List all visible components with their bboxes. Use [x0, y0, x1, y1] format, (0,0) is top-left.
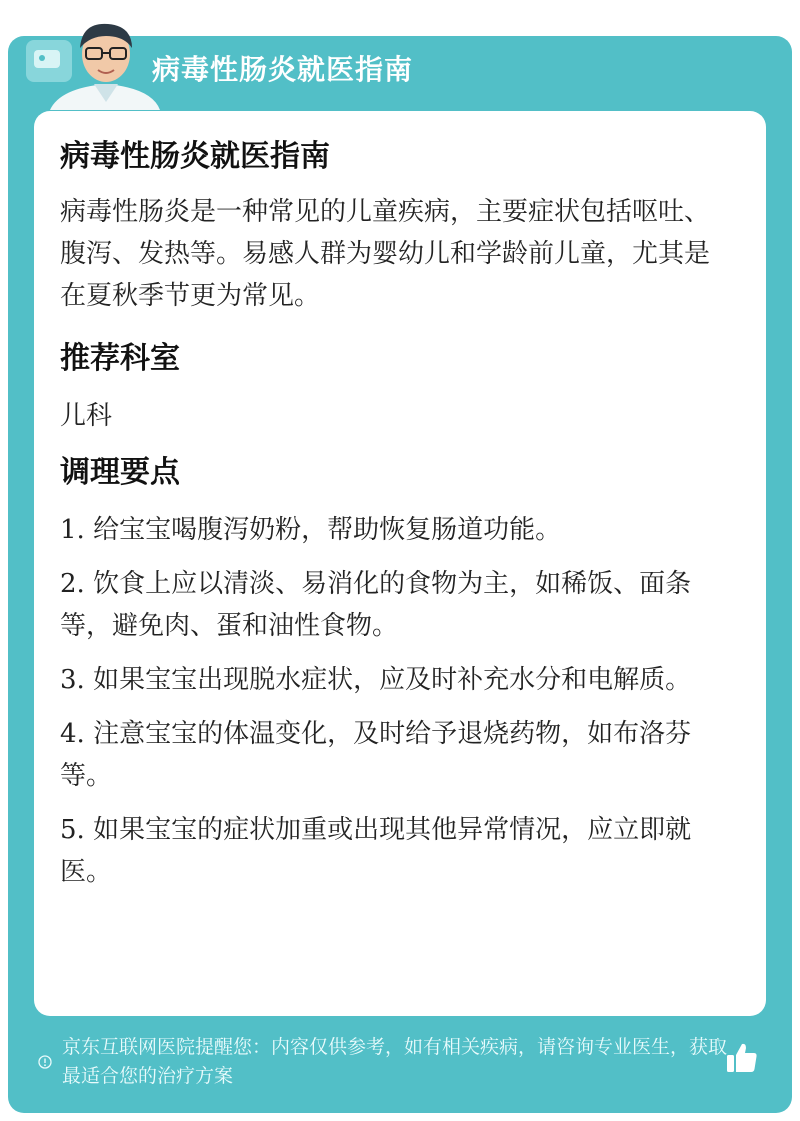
care-item-text: 饮食上应以清淡、易消化的食物为主，如稀饭、面条等，避免肉、蛋和油性食物。: [60, 569, 692, 641]
care-heading: 调理要点: [60, 455, 180, 490]
care-item-number: 3.: [60, 665, 85, 695]
department-value: 儿科: [60, 401, 113, 431]
care-item-number: 2.: [60, 569, 85, 599]
care-item: [60, 659, 732, 701]
intro-text: 病毒性肠炎是一种常见的儿童疾病，主要症状包括呕吐、腹泻、发热等。易感人群为婴幼儿和学龄前儿童，尤其是在夏秋季节更为常见。: [60, 197, 711, 311]
care-item-number: 4.: [60, 719, 85, 749]
care-item: [60, 563, 732, 647]
care-item-number: 1.: [60, 515, 85, 545]
care-item: [60, 713, 732, 797]
thumbs-up-icon[interactable]: [724, 1040, 760, 1076]
care-item-text: 给宝宝喝腹泻奶粉，帮助恢复肠道功能。: [93, 515, 562, 545]
care-item: [60, 809, 732, 893]
department-heading: 推荐科室: [60, 341, 180, 376]
care-item-text: 如果宝宝出现脱水症状，应及时补充水分和电解质。: [93, 665, 692, 695]
care-item: [60, 509, 732, 551]
info-icon: [38, 1055, 52, 1069]
care-item-number: 5.: [60, 815, 85, 845]
card-title: 病毒性肠炎就医指南: [60, 139, 330, 174]
disclaimer-text: 京东互联网医院提醒您：内容仅供参考，如有相关疾病，请咨询专业医生，获取最适合您的治疗方案: [62, 1036, 728, 1087]
content-card: [34, 111, 766, 1016]
care-item-text: 注意宝宝的体温变化，及时给予退烧药物，如布洛芬等。: [60, 719, 692, 791]
care-item-text: 如果宝宝的症状加重或出现其他异常情况，应立即就医。: [60, 815, 692, 887]
header-title: 病毒性肠炎就医指南: [152, 53, 414, 86]
